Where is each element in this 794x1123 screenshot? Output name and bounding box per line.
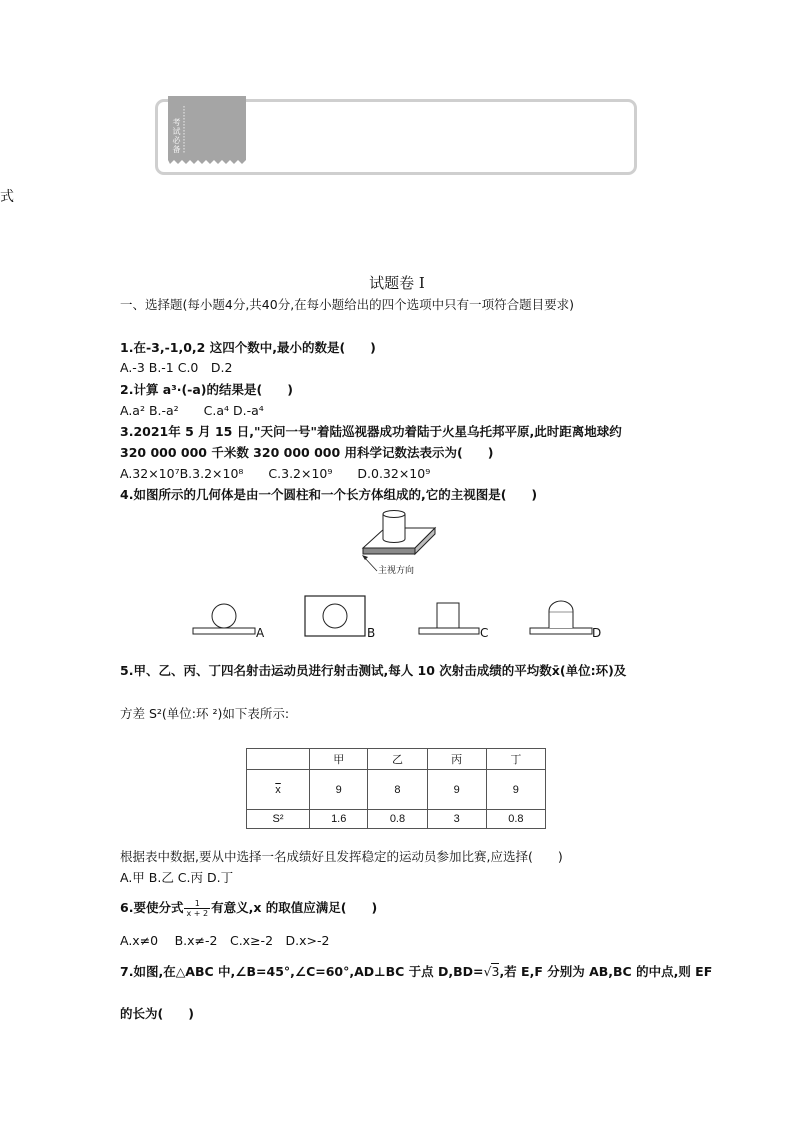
table-cell: 9 [310, 770, 368, 810]
q7-stem-line1 [120, 963, 712, 980]
table-header-cell [247, 749, 310, 770]
table-header-row [247, 749, 546, 770]
ribbon-text: 考试必备 [172, 118, 181, 154]
table-cell: 0.8 [486, 810, 545, 829]
q1-stem: 1.在-3,-1,0,2 这四个数中,最小的数是( ) [120, 340, 376, 355]
q4-view-direction-label: 主视方向 [378, 566, 415, 576]
q3-options: A.32×10⁷B.3.2×10⁸ C.3.2×10⁹ D.0.32×10⁹ [120, 466, 431, 481]
q6-fraction [184, 899, 210, 918]
q2-options: A.a² B.-a² C.a⁴ D.-a⁴ [120, 403, 264, 418]
q5-stem-line1: 5.甲、乙、丙、丁四名射击运动员进行射击测试,每人 10 次射击成绩的平均数x̄(单位:环)及 [120, 663, 627, 678]
q5-question: 根据表中数据,要从中选择一名成绩好且发挥稳定的运动员参加比赛,应选择( ) [120, 849, 563, 864]
table-row-mean [247, 770, 546, 810]
fraction-denominator: x + 2 [186, 908, 209, 918]
q3-stem-line1: 3.2021年 5 月 15 日,"天问一号"着陆巡视器成功着陆于火星乌托邦平原,此时距离地球约 [120, 424, 622, 439]
q5-stem-line2: 方差 S²(单位:环 ²)如下表所示: [120, 706, 290, 721]
q6-options: A.x≠0 B.x≠-2 C.x≥-2 D.x>-2 [120, 933, 330, 948]
section-heading: 一、选择题(每小题4分,共40分,在每小题给出的四个选项中只有一项符合题目要求) [120, 297, 575, 312]
table-cell: 9 [486, 770, 545, 810]
exam-ribbon [168, 96, 246, 164]
paper-title: 试题卷 I [369, 274, 425, 292]
table-cell: 1.6 [310, 810, 368, 829]
q4-choice-a-label: A [256, 626, 265, 640]
q6-stem [120, 898, 377, 918]
table-cell: 9 [427, 770, 486, 810]
q2-stem: 2.计算 a³·(-a)的结果是( ) [120, 382, 293, 397]
q4-choice-c-label: C [480, 626, 489, 640]
q7-stem-pre: 7.如图,在△ABC 中,∠B=45°,∠C=60°,AD⊥BC 于点 D,BD= [120, 963, 484, 979]
q5-options: A.甲 B.乙 C.丙 D.丁 [120, 870, 234, 885]
table-header-cell: 乙 [368, 749, 427, 770]
q4-choice-b-label: B [367, 626, 376, 640]
q6-stem-pre: 6.要使分式 [120, 900, 184, 915]
table-header-cell: 丁 [486, 749, 545, 770]
table-cell: 3 [427, 810, 486, 829]
q4-stem: 4.如图所示的几何体是由一个圆柱和一个长方体组成的,它的主视图是( ) [120, 487, 538, 502]
q4-choice-figures [192, 595, 612, 643]
fraction-numerator: 1 [184, 899, 210, 909]
q1-options: A.-3 B.-1 C.0 D.2 [120, 360, 233, 375]
q7-stem-line2: 的长为( ) [120, 1006, 194, 1021]
table-cell: 8 [368, 770, 427, 810]
margin-fragment-char: 式 [0, 189, 14, 205]
q6-stem-post: 有意义,x 的取值应满足( ) [211, 900, 378, 915]
q4-choice-d-label: D [592, 626, 602, 640]
q7-stem-post: ,若 E,F 分别为 AB,BC 的中点,则 EF [499, 963, 713, 979]
table-row-label: $\overline{x}$ [247, 770, 310, 810]
sqrt-symbol: √ [483, 963, 492, 979]
table-row-label: S² [247, 810, 310, 829]
table-cell: 0.8 [368, 810, 427, 829]
sqrt-radicand: 3 [491, 964, 500, 979]
table-row-variance [247, 810, 546, 829]
table-header-cell: 丙 [427, 749, 486, 770]
table-header-cell: 甲 [310, 749, 368, 770]
q5-score-table [246, 748, 546, 829]
q3-stem-line2: 320 000 000 千米数 320 000 000 用科学记数法表示为( ) [120, 445, 494, 460]
